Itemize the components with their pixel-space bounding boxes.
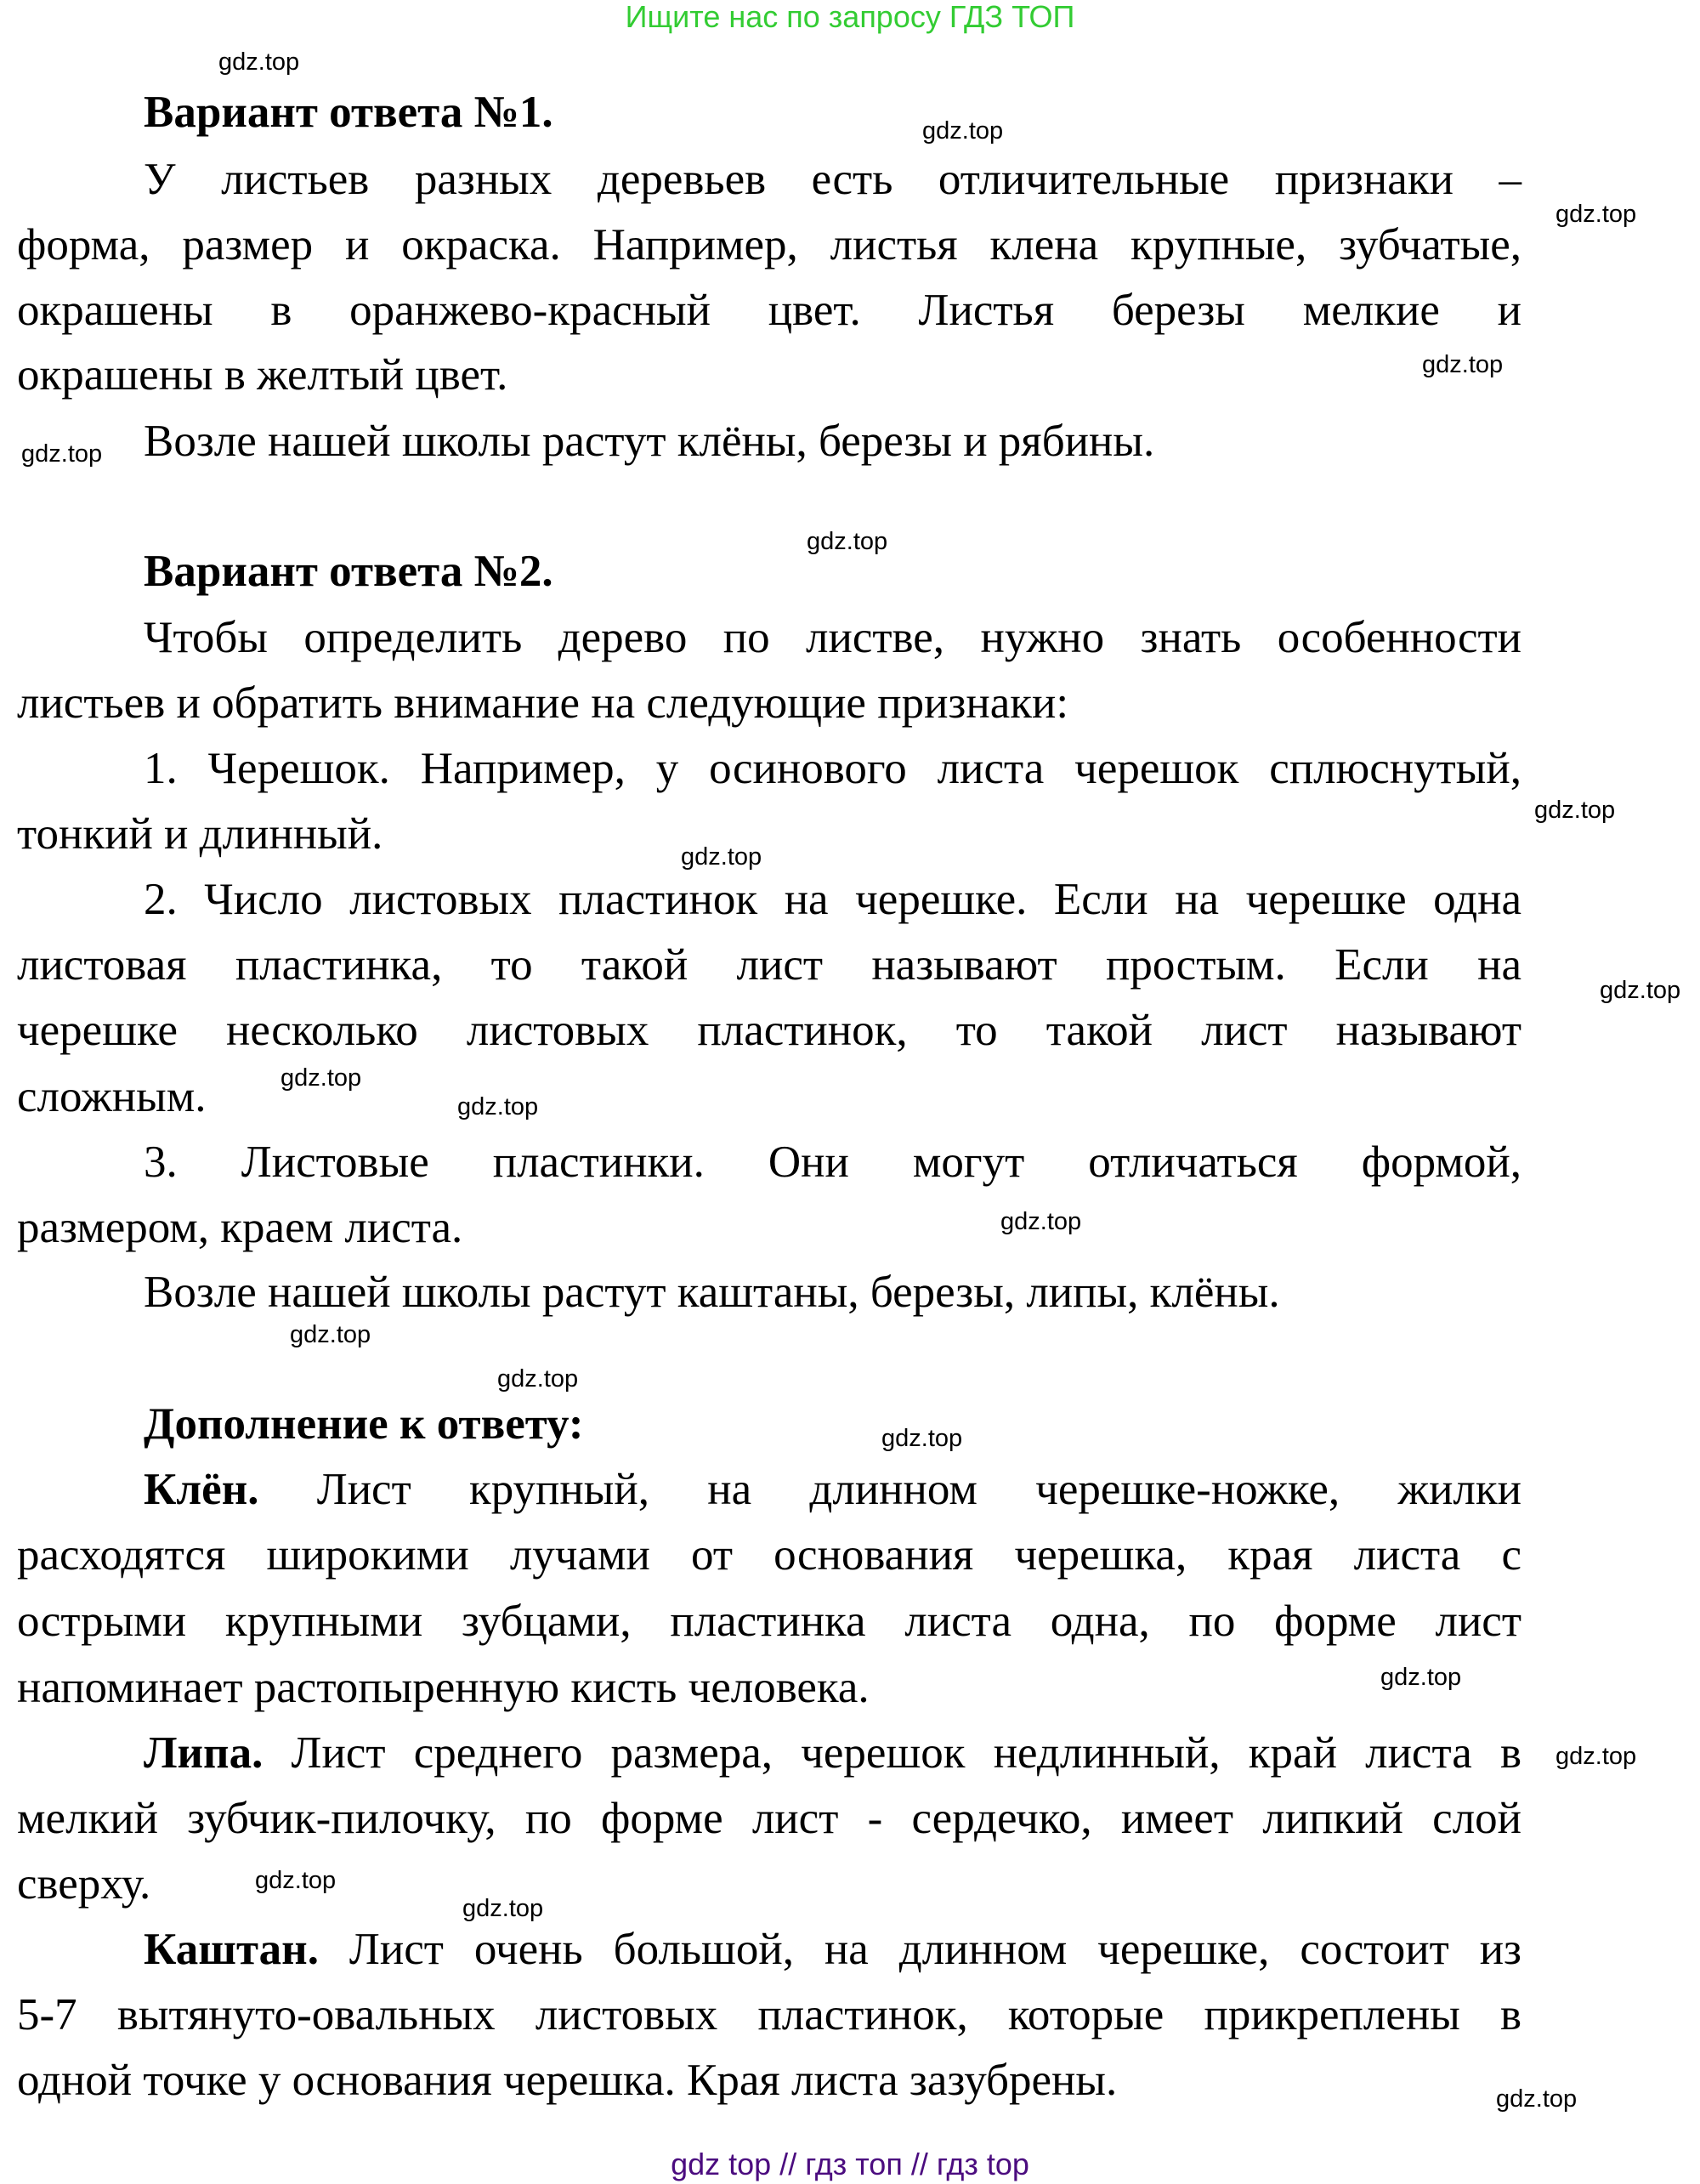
line-text: мелкий зубчик-пилочку, по форме лист - сердечко, имеет липкий слой (17, 1794, 1522, 1843)
section-heading (144, 546, 553, 597)
watermark-text: gdz.top (681, 843, 762, 871)
watermark-text: gdz.top (290, 1321, 371, 1348)
text-line (144, 1267, 1280, 1318)
term-label: Клён. (144, 1465, 259, 1514)
watermark-text: gdz.top (1000, 1208, 1082, 1235)
watermark-text: gdz.top (218, 48, 300, 76)
text-line (17, 219, 1522, 270)
line-text: 1. Черешок. Например, у осинового листа черешок сплюснутый, (144, 744, 1522, 793)
search-banner: Ищите нас по запросу ГДЗ ТОП (625, 0, 1075, 34)
section-heading (144, 1398, 584, 1449)
line-text: Чтобы определить дерево по листве, нужно знать особенности (144, 613, 1522, 662)
text-line (17, 678, 1068, 729)
line-text: У листьев разных деревьев есть отличительные признаки – (144, 155, 1522, 204)
watermark-text: gdz.top (21, 440, 103, 468)
text-line (144, 416, 1154, 467)
watermark-text: gdz.top (807, 528, 888, 555)
text-line (144, 154, 1522, 205)
text-line (144, 1924, 1522, 1975)
text-line (17, 1005, 1522, 1056)
watermark-text: gdz.top (1422, 351, 1504, 378)
line-text: Вариант ответа №1. (144, 88, 553, 137)
text-line (144, 1727, 1522, 1778)
watermark-text: gdz.top (1600, 977, 1681, 1004)
term-label: Каштан. (144, 1925, 319, 1974)
line-text: тонкий и длинный. (17, 809, 383, 859)
line-text: Возле нашей школы растут каштаны, березы, липы, клёны. (144, 1268, 1280, 1317)
footer-links: gdz top // гдз топ // гдз top (671, 2147, 1029, 2181)
line-text: Лист крупный, на длинном черешке-ножке, жилки (258, 1465, 1522, 1514)
watermark-text: gdz.top (280, 1064, 362, 1092)
watermark-text: gdz.top (255, 1867, 337, 1894)
text-line (144, 743, 1522, 794)
watermark-text: gdz.top (1534, 797, 1616, 824)
text-line (17, 285, 1522, 336)
line-text: черешке несколько листовых пластинок, то такой лист называют (17, 1006, 1522, 1055)
line-text: окрашены в желтый цвет. (17, 350, 508, 400)
text-line (17, 1793, 1522, 1844)
line-text: 3. Листовые пластинки. Они могут отличаться формой, (144, 1137, 1522, 1187)
section-heading (144, 87, 553, 138)
term-label: Липа. (144, 1728, 264, 1778)
line-text: сложным. (17, 1072, 207, 1121)
text-line (17, 1989, 1522, 2040)
watermark-text: gdz.top (1556, 201, 1637, 228)
text-line (17, 1596, 1522, 1647)
line-text: одной точке у основания черешка. Края листа зазубрены. (17, 2056, 1118, 2105)
watermark-text: gdz.top (497, 1365, 579, 1393)
watermark-text: gdz.top (462, 1895, 544, 1922)
text-line (144, 1137, 1522, 1188)
line-text: 2. Число листовых пластинок на черешке. Если на черешке одна (144, 875, 1522, 924)
line-text: Вариант ответа №2. (144, 547, 553, 596)
watermark-text: gdz.top (1556, 1743, 1637, 1770)
text-line (17, 1202, 462, 1253)
watermark-text: gdz.top (922, 117, 1004, 145)
line-text: листовая пластинка, то такой лист называют простым. Если на (17, 940, 1522, 990)
line-text: расходятся широкими лучами от основания черешка, края листа с (17, 1530, 1522, 1580)
line-text: окрашены в оранжево-красный цвет. Листья березы мелкие и (17, 286, 1522, 335)
watermark-text: gdz.top (881, 1425, 963, 1452)
text-line (144, 874, 1522, 925)
text-line (17, 1071, 207, 1122)
line-text: Лист очень большой, на длинном черешке, состоит из (318, 1925, 1522, 1974)
line-text: листьев и обратить внимание на следующие признаки: (17, 678, 1069, 728)
text-line (17, 808, 382, 859)
text-line (17, 349, 507, 400)
line-text: форма, размер и окраска. Например, листья клена крупные, зубчатые, (17, 220, 1522, 269)
line-text: Лист среднего размера, черешок недлинный, край листа в (263, 1728, 1522, 1778)
line-text: размером, краем листа. (17, 1203, 463, 1252)
text-line (144, 1464, 1522, 1515)
text-line (17, 1529, 1522, 1580)
line-text: сверху. (17, 1859, 151, 1909)
line-text: острыми крупными зубцами, пластинка листа одна, по форме лист (17, 1597, 1522, 1646)
watermark-text: gdz.top (1496, 2085, 1578, 2113)
text-line (144, 612, 1522, 663)
line-text: 5-7 вытянуто-овальных листовых пластинок, которые прикреплены в (17, 1990, 1522, 2039)
line-text: напоминает растопыренную кисть человека. (17, 1663, 870, 1712)
watermark-text: gdz.top (457, 1093, 539, 1120)
text-line (17, 2055, 1117, 2106)
text-line (17, 1662, 870, 1713)
text-line (17, 1858, 150, 1909)
line-text: Дополнение к ответу: (144, 1399, 584, 1449)
watermark-text: gdz.top (1380, 1664, 1462, 1691)
line-text: Возле нашей школы растут клёны, березы и рябины. (144, 417, 1155, 466)
text-line (17, 939, 1522, 990)
